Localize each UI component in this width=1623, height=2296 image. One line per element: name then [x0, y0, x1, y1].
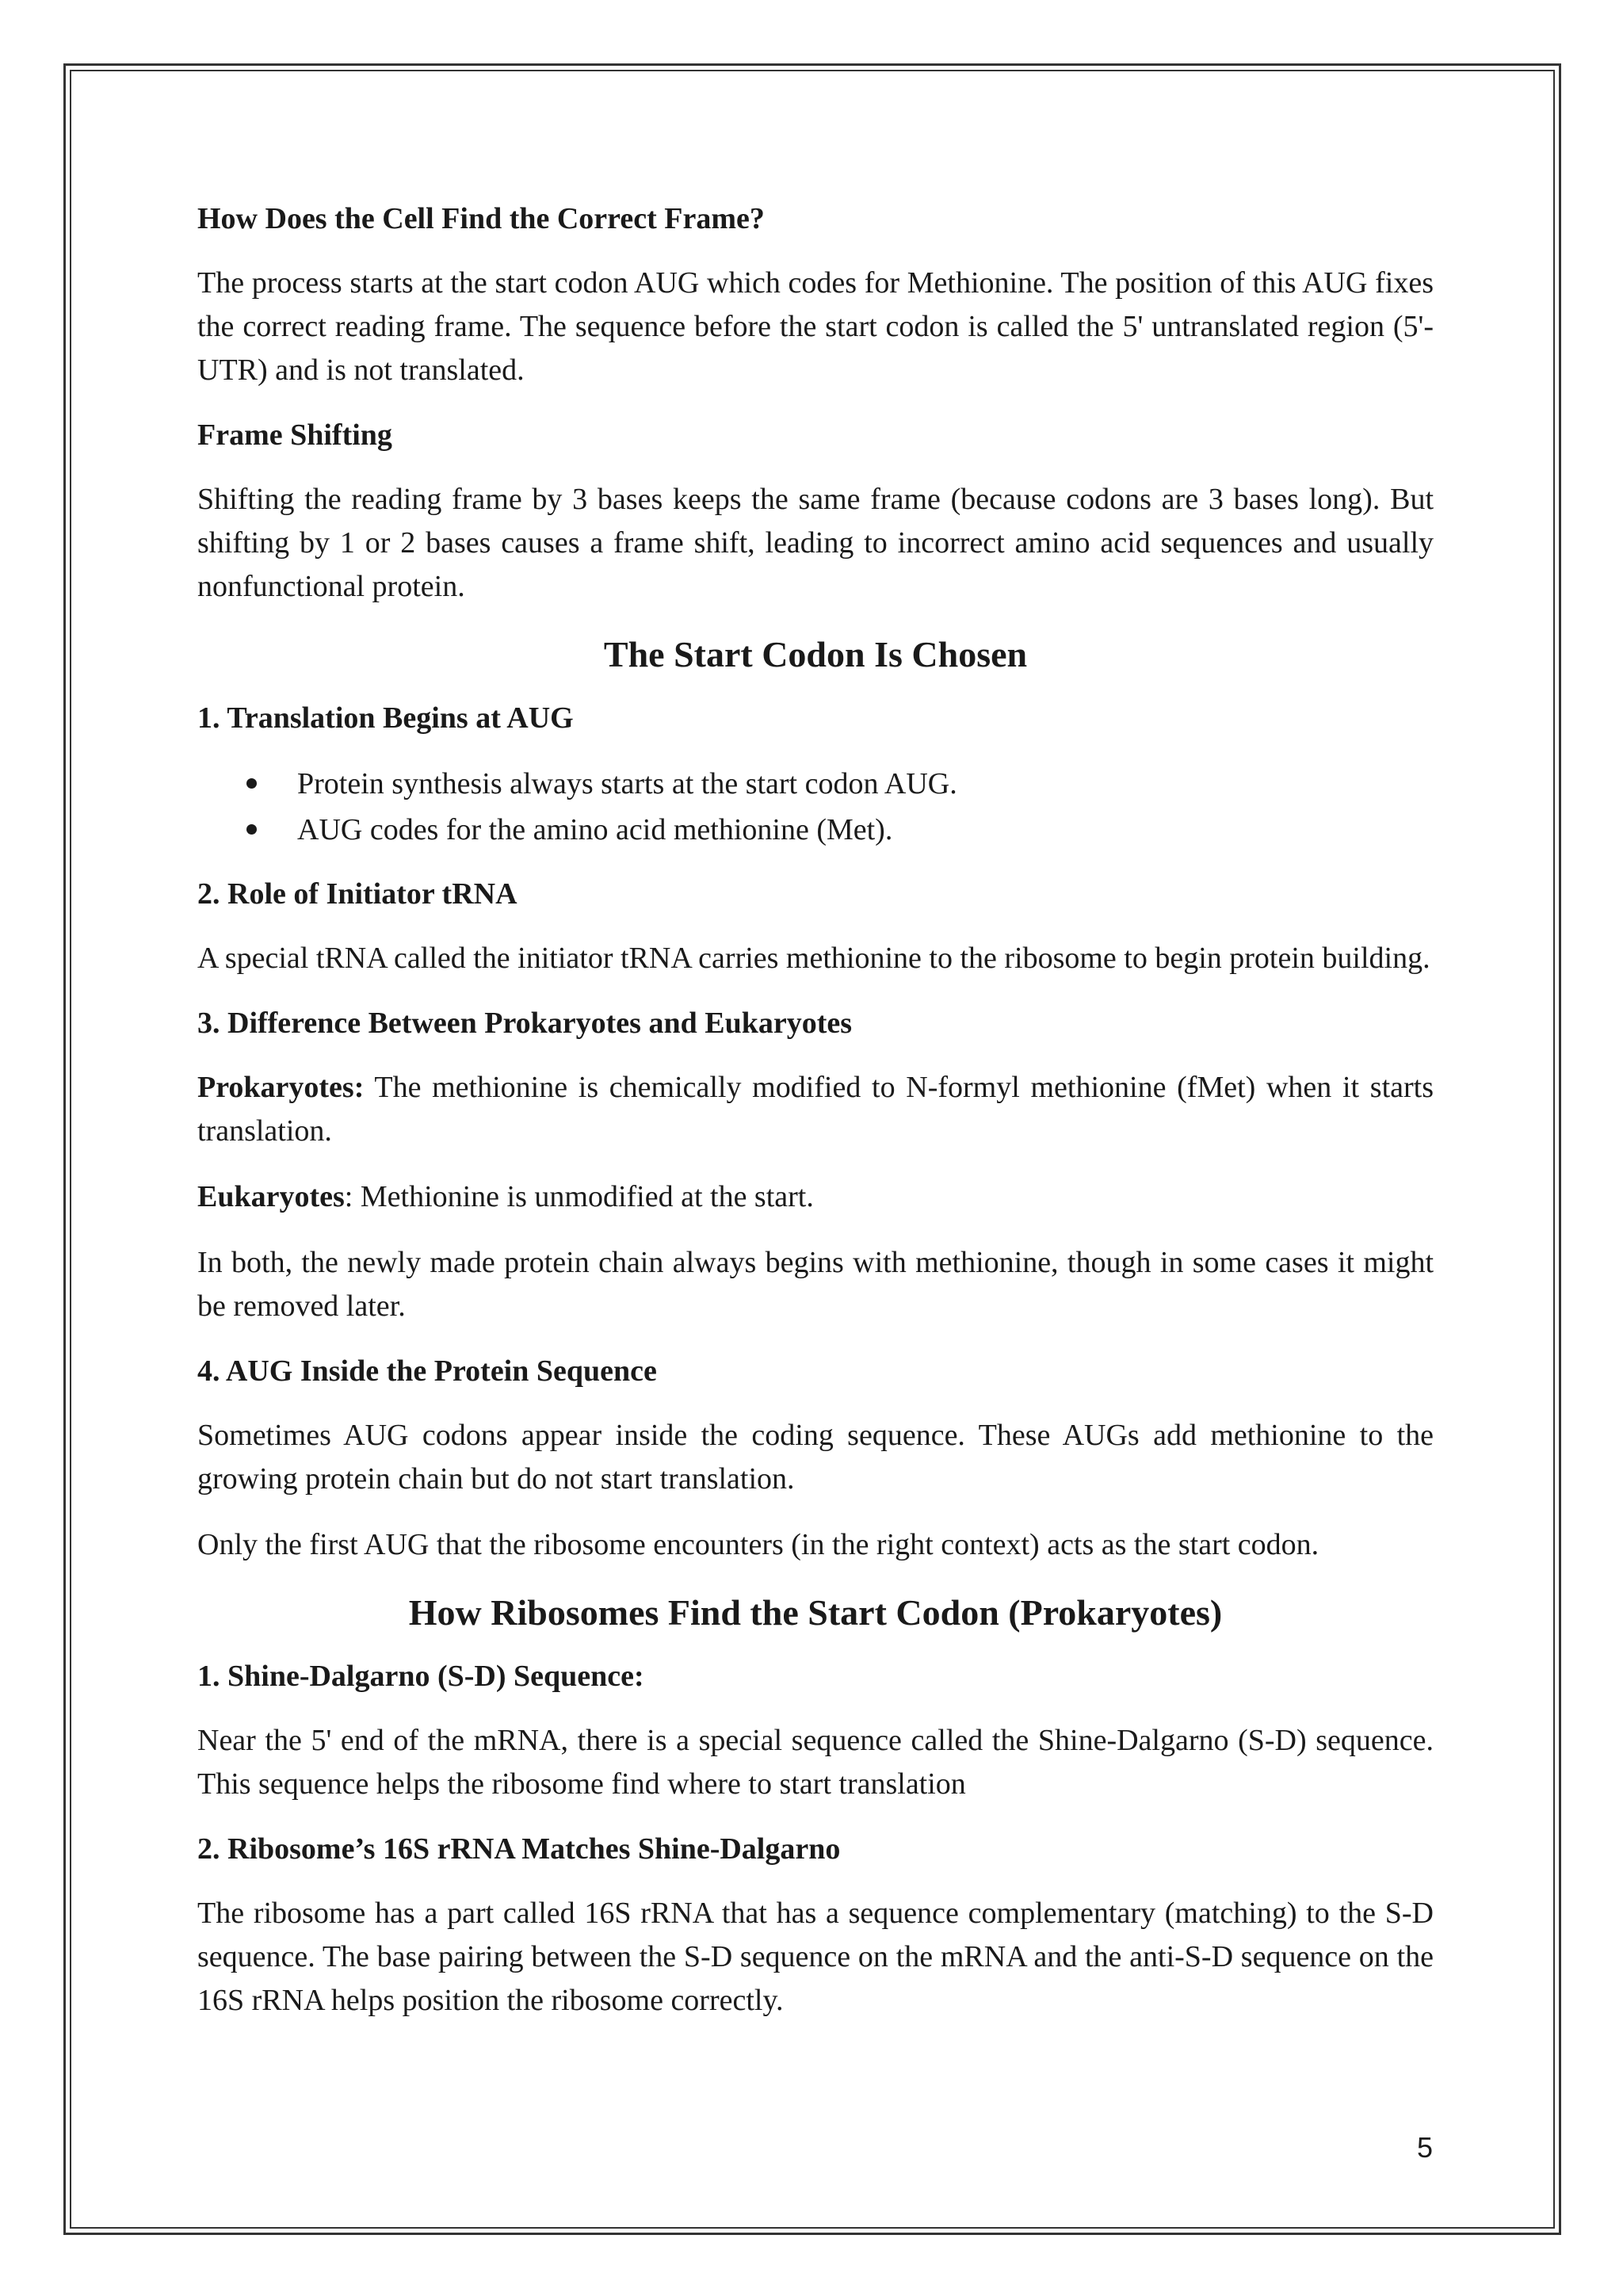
label-prokaryotes: Prokaryotes:	[197, 1071, 365, 1104]
heading-prok-euk-difference: 3. Difference Between Prokaryotes and Eukaryotes	[197, 1007, 853, 1040]
paragraph-correct-frame: The process starts at the start codon AUG which codes for Methionine. The position of this AUG fixes the correct reading frame. The sequence before the start codon is called the 5' untranslated region (5'-UTR) and is not translated.	[197, 266, 1434, 387]
text-eukaryotes: : Methionine is unmodified at the start.	[344, 1180, 814, 1213]
section-title-start-codon: The Start Codon Is Chosen	[603, 634, 1028, 674]
heading-translation-begins: 1. Translation Begins at AUG	[197, 701, 574, 735]
label-eukaryotes: Eukaryotes	[197, 1180, 345, 1213]
paragraph-prokaryotes	[197, 1066, 1434, 1153]
paragraph-initiator-trna: A special tRNA called the initiator tRNA carries methionine to the ribosome to begin protein building.	[197, 942, 1430, 975]
paragraph-frame-shifting: Shifting the reading frame by 3 bases keeps the same frame (because codons are 3 bases long). But shifting by 1 or 2 bases causes a frame shift, leading to incorrect amino acid sequences and usually nonfunctional protein.	[197, 483, 1434, 603]
list-item-text: AUG codes for the amino acid methionine (Met).	[297, 813, 893, 846]
heading-aug-inside: 4. AUG Inside the Protein Sequence	[197, 1354, 657, 1388]
list-item	[246, 761, 1434, 807]
paragraph-eukaryotes	[197, 1175, 1434, 1219]
list-item	[246, 807, 1434, 853]
paragraph-shine-dalgarno: Near the 5' end of the mRNA, there is a special sequence called the Shine-Dalgarno (S-D) sequence. This sequence helps the ribosome find where to start translation	[197, 1724, 1434, 1801]
paragraph-aug-inside-2: Only the first AUG that the ribosome encounters (in the right context) acts as the start codon.	[197, 1528, 1319, 1561]
paragraph-both: In both, the newly made protein chain always begins with methionine, though in some cases it might be removed later.	[197, 1246, 1434, 1323]
list-item-text: Protein synthesis always starts at the start codon AUG.	[297, 767, 957, 800]
text-prokaryotes: The methionine is chemically modified to N-formyl methionine (fMet) when it starts translation.	[197, 1071, 1434, 1148]
heading-16s-rrna: 2. Ribosome’s 16S rRNA Matches Shine-Dalgarno	[197, 1832, 841, 1866]
heading-correct-frame: How Does the Cell Find the Correct Frame?	[197, 202, 765, 235]
section-title-ribosomes: How Ribosomes Find the Start Codon (Prokaryotes)	[408, 1592, 1223, 1633]
paragraph-aug-inside-1: Sometimes AUG codons appear inside the coding sequence. These AUGs add methionine to the growing protein chain but do not start translation.	[197, 1419, 1434, 1496]
heading-shine-dalgarno: 1. Shine-Dalgarno (S-D) Sequence:	[197, 1660, 644, 1693]
heading-initiator-trna: 2. Role of Initiator tRNA	[197, 877, 517, 911]
bullet-list-aug	[197, 761, 1434, 853]
page-number: 5	[1416, 2131, 1433, 2164]
bullet-icon	[246, 824, 257, 835]
paragraph-16s-rrna: The ribosome has a part called 16S rRNA that has a sequence complementary (matching) to the S-D sequence. The base pairing between the S-D sequence on the mRNA and the anti-S-D sequence on the 16S rRNA helps position the ribosome correctly.	[197, 1897, 1434, 2017]
page-content	[197, 198, 1434, 2045]
bullet-icon	[246, 778, 257, 789]
heading-frame-shifting: Frame Shifting	[197, 418, 392, 452]
